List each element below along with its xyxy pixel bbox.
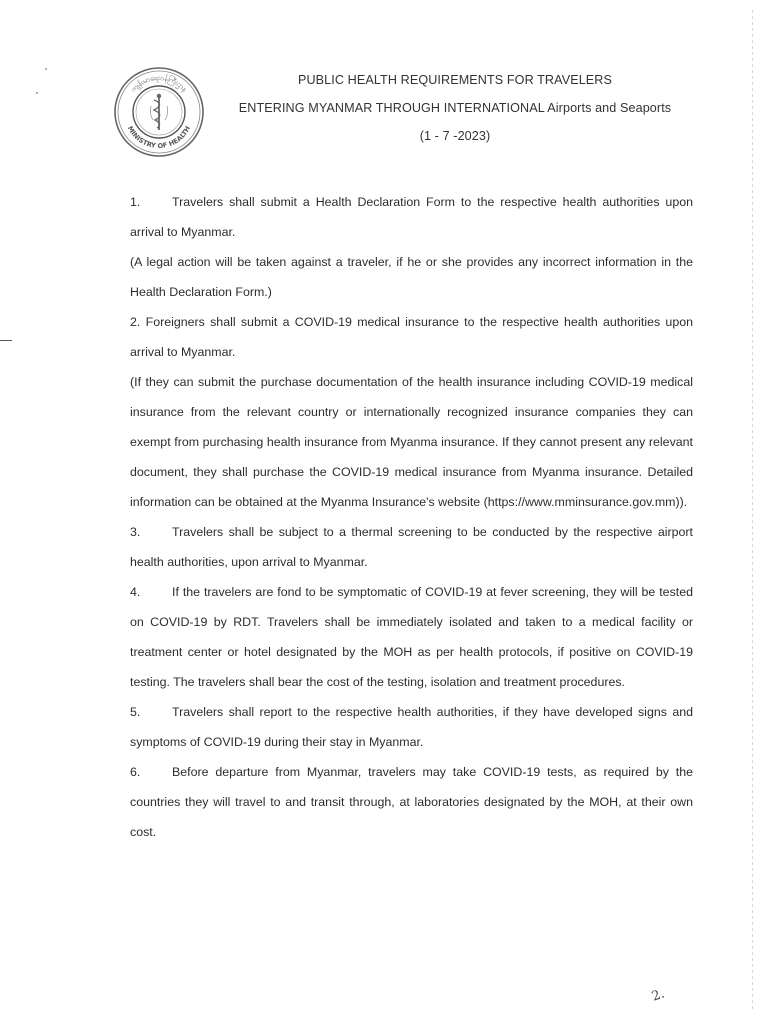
- item-number: 5.: [130, 705, 141, 719]
- item-text: Travelers shall report to the respective health authorities, if they have developed signs and symptoms of COVID-19 during their stay in Myanmar.: [130, 705, 693, 749]
- seal-bottom-text: MINISTRY OF HEALTH: [125, 124, 193, 151]
- scan-edge-line: [752, 10, 753, 1010]
- item-note: (If they can submit the purchase documentation of the health insurance including COVID-19 medical insurance from the relevant country or internationally recognized insurance companies they can exempt from purchasing health insurance from Myanma insurance. If they cannot present any relevant document, they shall purchase the COVID-19 medical insurance from Myanma insurance. Detailed information can be obtained at the Myanma Insurance's website (https://www.mminsurance.gov.mm)).: [130, 375, 693, 509]
- item-number: 2.: [130, 315, 141, 329]
- title-line-1: PUBLIC HEALTH REQUIREMENTS FOR TRAVELERS: [297, 73, 612, 87]
- item-number: 3.: [130, 525, 141, 539]
- scan-speck: [45, 68, 47, 70]
- item-text: Foreigners shall submit a COVID-19 medical insurance to the respective health authorities upon arrival to Myanmar.: [130, 315, 693, 359]
- list-item: [130, 697, 693, 757]
- handwritten-page-number: 2.: [649, 986, 667, 1005]
- requirements-list: [130, 187, 693, 847]
- ministry-of-health-seal-icon: [113, 66, 205, 158]
- margin-mark: [0, 340, 12, 341]
- seal-top-text: ကျန်းမာရေးဝန်ကြီးဌာန: [129, 73, 189, 94]
- item-number: 1.: [130, 195, 141, 209]
- list-item: [130, 757, 693, 847]
- item-note: (A legal action will be taken against a traveler, if he or she provides any incorrect information in the Health Declaration Form.): [130, 255, 693, 299]
- item-text: Travelers shall submit a Health Declaration Form to the respective health authorities upon arrival to Myanmar.: [130, 195, 693, 239]
- list-item: [130, 517, 693, 577]
- scan-speck: [36, 92, 38, 94]
- item-text: Before departure from Myanmar, travelers may take COVID-19 tests, as required by the countries they will travel to and transit through, at laboratories designated by the MOH, at their own cost.: [130, 765, 693, 839]
- title-line-2: ENTERING MYANMAR THROUGH INTERNATIONAL Airports and Seaports: [238, 101, 672, 115]
- list-item: [130, 187, 693, 247]
- item-number: 6.: [130, 765, 141, 779]
- item-text: Travelers shall be subject to a thermal screening to be conducted by the respective airport health authorities, upon arrival to Myanmar.: [130, 525, 693, 569]
- list-item: [130, 307, 693, 367]
- item-text: If the travelers are fond to be symptomatic of COVID-19 at fever screening, they will be tested on COVID-19 by RDT. Travelers shall be immediately isolated and taken to a medical facility or treatment center or hotel designated by the MOH as per health protocols, if positive on COVID-19 testing. The travelers shall bear the cost of the testing, isolation and treatment procedures.: [130, 585, 693, 689]
- list-item: [130, 577, 693, 697]
- item-number: 4.: [130, 585, 141, 599]
- document-date: (1 - 7 -2023): [419, 129, 491, 143]
- document-header: [230, 66, 680, 150]
